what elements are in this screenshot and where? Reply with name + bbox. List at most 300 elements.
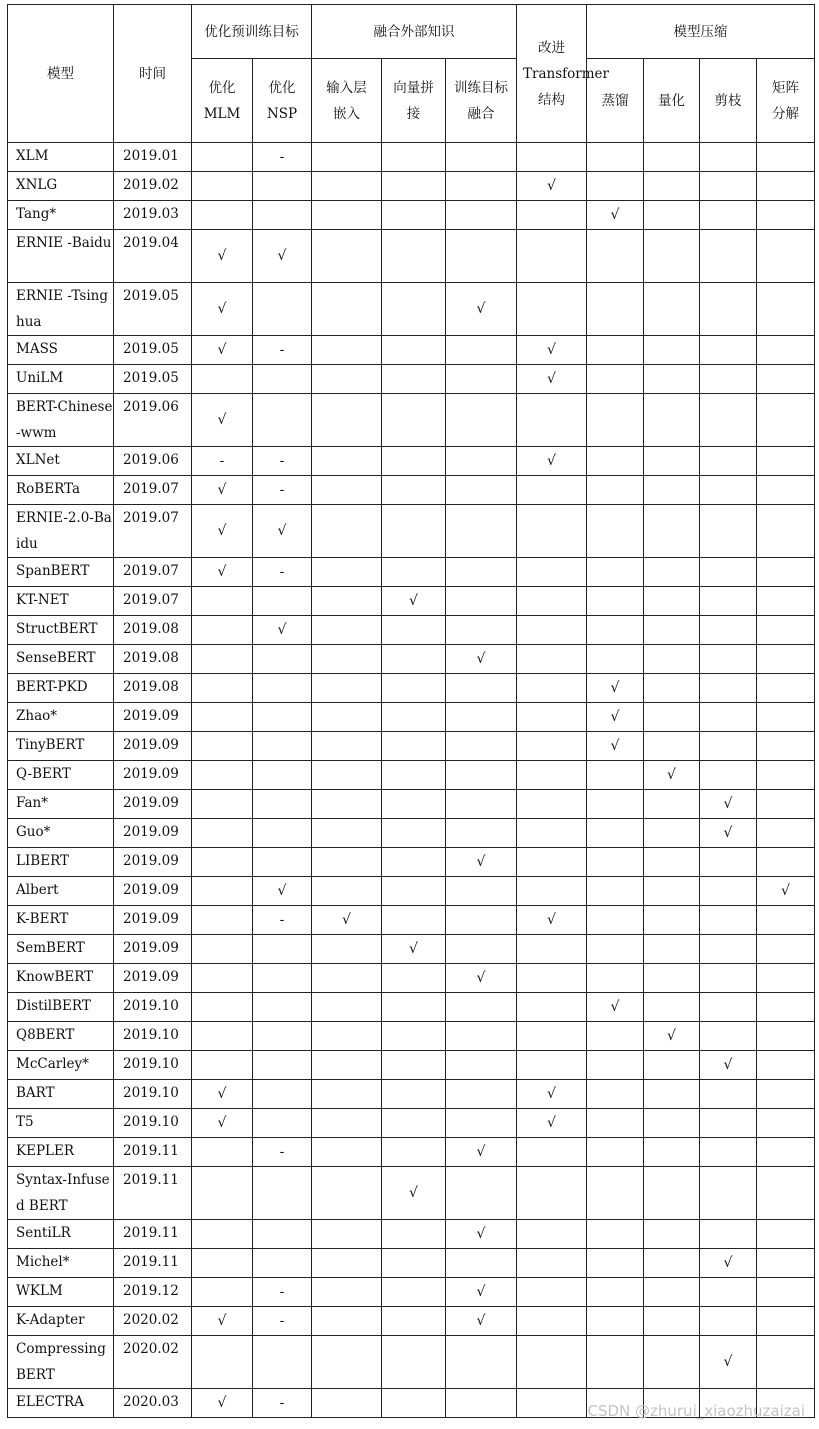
mark-cell — [312, 172, 382, 201]
mark-cell — [192, 143, 253, 172]
mark-cell: - — [253, 1307, 312, 1336]
table-row — [8, 616, 815, 645]
model-name-cell: Guo* — [8, 819, 114, 848]
mark-cell — [517, 877, 587, 906]
mark-cell: - — [253, 447, 312, 476]
mark-cell — [312, 732, 382, 761]
model-name-cell: ERNIE -Tsinghua — [8, 283, 114, 336]
mark-cell — [517, 394, 587, 447]
mark-cell — [517, 703, 587, 732]
mark-cell — [757, 365, 815, 394]
mark-cell — [700, 587, 757, 616]
mark-cell — [517, 558, 587, 587]
header-sub-input-embed: 输入层嵌入 — [312, 59, 382, 143]
table-row — [8, 761, 815, 790]
mark-cell — [517, 732, 587, 761]
mark-cell — [446, 365, 517, 394]
mark-cell — [700, 505, 757, 558]
mark-cell — [757, 1167, 815, 1220]
date-cell: 2019.04 — [114, 230, 192, 283]
mark-cell — [253, 848, 312, 877]
mark-cell — [757, 1249, 815, 1278]
mark-cell — [192, 172, 253, 201]
mark-cell — [644, 964, 700, 993]
mark-cell — [312, 848, 382, 877]
mark-cell: - — [253, 143, 312, 172]
mark-cell: √ — [312, 906, 382, 935]
table-row — [8, 993, 815, 1022]
mark-cell — [446, 336, 517, 365]
header-time: 时间 — [114, 5, 192, 143]
mark-cell — [312, 1336, 382, 1389]
date-cell: 2019.09 — [114, 964, 192, 993]
date-cell: 2019.10 — [114, 1109, 192, 1138]
mark-cell — [312, 993, 382, 1022]
table-row — [8, 964, 815, 993]
mark-cell — [587, 365, 644, 394]
table-row — [8, 1278, 815, 1307]
mark-cell — [253, 1336, 312, 1389]
mark-cell — [382, 558, 446, 587]
mark-cell — [382, 645, 446, 674]
mark-cell — [253, 732, 312, 761]
date-cell: 2019.11 — [114, 1138, 192, 1167]
mark-cell — [587, 761, 644, 790]
mark-cell — [700, 1220, 757, 1249]
model-name-cell: SenseBERT — [8, 645, 114, 674]
mark-cell — [192, 790, 253, 819]
mark-cell — [644, 1336, 700, 1389]
mark-cell: √ — [446, 1307, 517, 1336]
model-name-cell: Tang* — [8, 201, 114, 230]
mark-cell — [312, 201, 382, 230]
mark-cell — [700, 230, 757, 283]
mark-cell — [253, 819, 312, 848]
mark-cell — [312, 877, 382, 906]
mark-cell: √ — [192, 1307, 253, 1336]
mark-cell — [312, 230, 382, 283]
mark-cell — [587, 336, 644, 365]
mark-cell — [192, 877, 253, 906]
mark-cell — [644, 172, 700, 201]
mark-cell — [517, 616, 587, 645]
table-row — [8, 587, 815, 616]
mark-cell — [757, 848, 815, 877]
mark-cell — [312, 505, 382, 558]
mark-cell — [382, 877, 446, 906]
mark-cell — [312, 283, 382, 336]
mark-cell — [312, 394, 382, 447]
date-cell: 2019.09 — [114, 761, 192, 790]
mark-cell — [312, 645, 382, 674]
mark-cell — [382, 1249, 446, 1278]
mark-cell: √ — [517, 172, 587, 201]
mark-cell: √ — [192, 336, 253, 365]
mark-cell — [757, 394, 815, 447]
mark-cell — [644, 1080, 700, 1109]
date-cell: 2019.10 — [114, 1051, 192, 1080]
model-name-cell: XLM — [8, 143, 114, 172]
mark-cell — [192, 201, 253, 230]
mark-cell: √ — [644, 1022, 700, 1051]
mark-cell — [644, 1167, 700, 1220]
mark-cell — [253, 703, 312, 732]
mark-cell — [382, 172, 446, 201]
mark-cell — [382, 906, 446, 935]
mark-cell — [253, 201, 312, 230]
mark-cell — [382, 964, 446, 993]
mark-cell — [587, 1307, 644, 1336]
mark-cell: √ — [253, 505, 312, 558]
mark-cell: √ — [446, 1278, 517, 1307]
mark-cell — [192, 1278, 253, 1307]
mark-cell — [382, 143, 446, 172]
table-row — [8, 732, 815, 761]
date-cell: 2019.09 — [114, 848, 192, 877]
table-row — [8, 394, 815, 447]
mark-cell — [382, 1080, 446, 1109]
mark-cell — [757, 172, 815, 201]
mark-cell — [517, 1249, 587, 1278]
mark-cell — [757, 1307, 815, 1336]
mark-cell — [446, 587, 517, 616]
date-cell: 2019.09 — [114, 703, 192, 732]
mark-cell — [382, 1022, 446, 1051]
mark-cell — [700, 732, 757, 761]
mark-cell — [587, 1249, 644, 1278]
mark-cell — [757, 505, 815, 558]
mark-cell: √ — [517, 1080, 587, 1109]
mark-cell — [312, 1389, 382, 1418]
date-cell: 2019.07 — [114, 505, 192, 558]
mark-cell — [757, 674, 815, 703]
model-name-cell: SpanBERT — [8, 558, 114, 587]
date-cell: 2020.03 — [114, 1389, 192, 1418]
mark-cell — [587, 935, 644, 964]
mark-cell — [446, 558, 517, 587]
mark-cell — [253, 1080, 312, 1109]
model-name-cell: DistilBERT — [8, 993, 114, 1022]
mark-cell: - — [253, 1389, 312, 1418]
model-name-cell: RoBERTa — [8, 476, 114, 505]
mark-cell — [700, 1278, 757, 1307]
mark-cell — [644, 1307, 700, 1336]
model-name-cell: KnowBERT — [8, 964, 114, 993]
model-name-cell: StructBERT — [8, 616, 114, 645]
mark-cell — [700, 877, 757, 906]
mark-cell — [700, 1167, 757, 1220]
mark-cell — [312, 558, 382, 587]
mark-cell: - — [192, 447, 253, 476]
mark-cell — [700, 172, 757, 201]
mark-cell — [312, 703, 382, 732]
mark-cell: √ — [517, 365, 587, 394]
date-cell: 2019.10 — [114, 1080, 192, 1109]
mark-cell — [757, 201, 815, 230]
model-name-cell: WKLM — [8, 1278, 114, 1307]
table-row — [8, 143, 815, 172]
mark-cell — [757, 230, 815, 283]
mark-cell: - — [253, 476, 312, 505]
mark-cell — [644, 1109, 700, 1138]
mark-cell — [700, 558, 757, 587]
mark-cell — [382, 283, 446, 336]
mark-cell — [192, 703, 253, 732]
mark-cell — [253, 394, 312, 447]
mark-cell — [312, 587, 382, 616]
mark-cell — [382, 1138, 446, 1167]
mark-cell — [517, 505, 587, 558]
mark-cell — [446, 1389, 517, 1418]
mark-cell — [382, 1389, 446, 1418]
mark-cell — [587, 1138, 644, 1167]
mark-cell — [382, 616, 446, 645]
mark-cell: √ — [446, 1220, 517, 1249]
mark-cell — [382, 230, 446, 283]
mark-cell — [700, 1080, 757, 1109]
mark-cell — [587, 1051, 644, 1080]
mark-cell — [517, 761, 587, 790]
header-sub-matrix-decomp: 矩阵分解 — [757, 59, 815, 143]
mark-cell — [312, 935, 382, 964]
mark-cell — [757, 935, 815, 964]
mark-cell — [446, 447, 517, 476]
mark-cell — [446, 906, 517, 935]
model-name-cell: XNLG — [8, 172, 114, 201]
date-cell: 2019.08 — [114, 674, 192, 703]
mark-cell — [757, 1022, 815, 1051]
mark-cell — [312, 790, 382, 819]
mark-cell — [446, 819, 517, 848]
mark-cell — [253, 1022, 312, 1051]
mark-cell — [644, 201, 700, 230]
mark-cell — [517, 1389, 587, 1418]
mark-cell — [700, 394, 757, 447]
mark-cell — [587, 172, 644, 201]
table-row — [8, 935, 815, 964]
mark-cell — [700, 935, 757, 964]
mark-cell — [312, 1109, 382, 1138]
table-row — [8, 172, 815, 201]
header-sub-quantize: 量化 — [644, 59, 700, 143]
mark-cell — [446, 1080, 517, 1109]
mark-cell — [312, 1138, 382, 1167]
mark-cell — [192, 1336, 253, 1389]
model-name-cell: ELECTRA — [8, 1389, 114, 1418]
mark-cell — [757, 819, 815, 848]
table-row — [8, 877, 815, 906]
mark-cell: √ — [253, 877, 312, 906]
table-body — [8, 143, 815, 1418]
mark-cell — [253, 1220, 312, 1249]
mark-cell — [700, 143, 757, 172]
model-name-cell: T5 — [8, 1109, 114, 1138]
model-name-cell: SemBERT — [8, 935, 114, 964]
mark-cell — [587, 394, 644, 447]
model-name-cell: K-BERT — [8, 906, 114, 935]
mark-cell — [587, 476, 644, 505]
mark-cell — [382, 1051, 446, 1080]
model-name-cell: LIBERT — [8, 848, 114, 877]
mark-cell — [446, 1167, 517, 1220]
mark-cell — [517, 230, 587, 283]
mark-cell — [312, 1307, 382, 1336]
date-cell: 2019.05 — [114, 365, 192, 394]
mark-cell — [192, 819, 253, 848]
mark-cell — [644, 993, 700, 1022]
mark-cell — [757, 1278, 815, 1307]
mark-cell — [757, 732, 815, 761]
mark-cell — [587, 964, 644, 993]
mark-cell — [700, 1022, 757, 1051]
date-cell: 2019.06 — [114, 447, 192, 476]
date-cell: 2019.11 — [114, 1167, 192, 1220]
mark-cell: √ — [192, 283, 253, 336]
mark-cell — [253, 674, 312, 703]
mark-cell — [446, 732, 517, 761]
header-sub-prune: 剪枝 — [700, 59, 757, 143]
header-sub-objective-fusion: 训练目标融合 — [446, 59, 517, 143]
mark-cell — [192, 1220, 253, 1249]
mark-cell — [757, 447, 815, 476]
mark-cell — [757, 336, 815, 365]
model-name-cell: Q-BERT — [8, 761, 114, 790]
model-name-cell: Fan* — [8, 790, 114, 819]
mark-cell: √ — [253, 230, 312, 283]
mark-cell — [382, 505, 446, 558]
mark-cell — [587, 645, 644, 674]
table-row — [8, 447, 815, 476]
model-name-cell: Syntax-Infused BERT — [8, 1167, 114, 1220]
mark-cell: √ — [192, 476, 253, 505]
mark-cell — [382, 790, 446, 819]
table-row — [8, 558, 815, 587]
mark-cell — [644, 848, 700, 877]
mark-cell — [312, 964, 382, 993]
mark-cell — [312, 1167, 382, 1220]
mark-cell — [757, 283, 815, 336]
mark-cell — [253, 761, 312, 790]
mark-cell: - — [253, 1278, 312, 1307]
table-row — [8, 505, 815, 558]
mark-cell — [253, 172, 312, 201]
mark-cell — [757, 616, 815, 645]
table-row — [8, 848, 815, 877]
mark-cell — [253, 1051, 312, 1080]
mark-cell — [446, 1249, 517, 1278]
mark-cell — [382, 1109, 446, 1138]
header-sub-nsp: 优化 NSP — [253, 59, 312, 143]
mark-cell — [192, 616, 253, 645]
mark-cell — [700, 1109, 757, 1138]
mark-cell — [587, 790, 644, 819]
header-model: 模型 — [8, 5, 114, 143]
header-group-transformer: 改进 Transformer 结构 — [517, 5, 587, 143]
mark-cell — [587, 877, 644, 906]
mark-cell — [757, 1220, 815, 1249]
mark-cell — [587, 1022, 644, 1051]
mark-cell — [644, 616, 700, 645]
mark-cell: √ — [446, 848, 517, 877]
model-name-cell: KT-NET — [8, 587, 114, 616]
mark-cell — [192, 761, 253, 790]
mark-cell — [700, 283, 757, 336]
mark-cell — [700, 1138, 757, 1167]
mark-cell — [312, 143, 382, 172]
mark-cell — [517, 1336, 587, 1389]
mark-cell — [700, 761, 757, 790]
mark-cell — [253, 790, 312, 819]
mark-cell — [253, 964, 312, 993]
mark-cell — [517, 1138, 587, 1167]
date-cell: 2019.08 — [114, 616, 192, 645]
mark-cell — [517, 935, 587, 964]
mark-cell — [757, 906, 815, 935]
mark-cell — [517, 1051, 587, 1080]
mark-cell — [382, 674, 446, 703]
mark-cell — [253, 1249, 312, 1278]
table-row — [8, 645, 815, 674]
mark-cell: √ — [253, 616, 312, 645]
mark-cell — [644, 336, 700, 365]
model-name-cell: BERT-Chinese-wwm — [8, 394, 114, 447]
mark-cell — [446, 230, 517, 283]
mark-cell — [644, 1249, 700, 1278]
mark-cell — [644, 703, 700, 732]
date-cell: 2019.07 — [114, 587, 192, 616]
mark-cell: √ — [700, 1249, 757, 1278]
mark-cell — [644, 558, 700, 587]
header-sub-vector-concat: 向量拼接 — [382, 59, 446, 143]
mark-cell — [644, 732, 700, 761]
mark-cell — [587, 616, 644, 645]
table-row — [8, 230, 815, 283]
mark-cell — [312, 819, 382, 848]
mark-cell: √ — [192, 505, 253, 558]
mark-cell — [517, 1220, 587, 1249]
mark-cell — [517, 1167, 587, 1220]
table-row — [8, 819, 815, 848]
mark-cell — [446, 394, 517, 447]
table-row — [8, 1051, 815, 1080]
mark-cell — [587, 1336, 644, 1389]
mark-cell — [253, 283, 312, 336]
mark-cell: √ — [587, 674, 644, 703]
mark-cell — [382, 365, 446, 394]
mark-cell — [253, 1167, 312, 1220]
mark-cell — [700, 848, 757, 877]
mark-cell — [446, 1336, 517, 1389]
mark-cell — [587, 819, 644, 848]
mark-cell: √ — [382, 587, 446, 616]
date-cell: 2019.02 — [114, 172, 192, 201]
mark-cell — [446, 201, 517, 230]
mark-cell — [587, 505, 644, 558]
mark-cell — [192, 674, 253, 703]
mark-cell — [382, 1278, 446, 1307]
mark-cell — [382, 993, 446, 1022]
model-name-cell: Q8BERT — [8, 1022, 114, 1051]
mark-cell — [382, 201, 446, 230]
mark-cell — [757, 790, 815, 819]
mark-cell: √ — [382, 935, 446, 964]
mark-cell — [312, 1278, 382, 1307]
mark-cell — [757, 1109, 815, 1138]
mark-cell — [757, 1336, 815, 1389]
date-cell: 2019.11 — [114, 1249, 192, 1278]
date-cell: 2019.07 — [114, 476, 192, 505]
table-row — [8, 1307, 815, 1336]
